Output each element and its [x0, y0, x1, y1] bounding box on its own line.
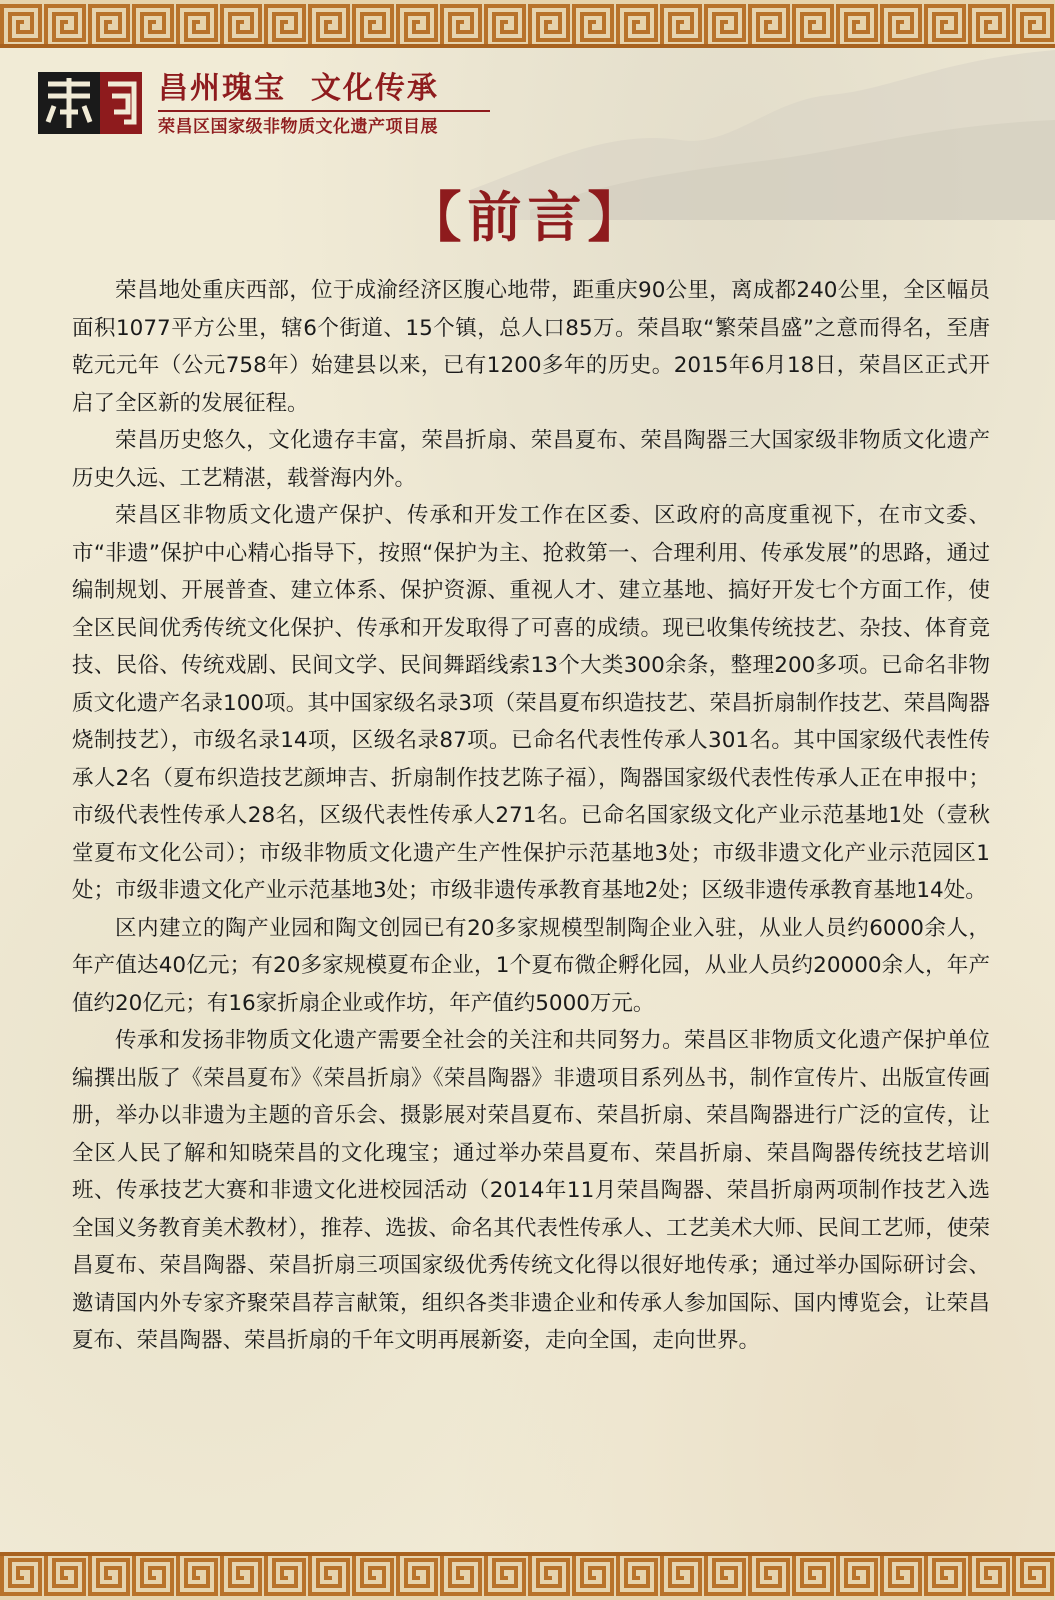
paragraph: 传承和发扬非物质文化遗产需要全社会的关注和共同努力。荣昌区非物质文化遗产保护单位编撰出版了《荣昌夏布》《荣昌折扇》《荣昌陶器》非遗项目系列丛书，制作宣传片、出版宣传画册，举办以非遗为主题的音乐会、摄影展对荣昌夏布、荣昌折扇、荣昌陶器进行广泛的宣传，让全区人民了解和知晓荣昌的文化瑰宝；通过举办荣昌夏布、荣昌折扇、荣昌陶器传统技艺培训班、传承技艺大赛和非遗文化进校园活动（2014年11月荣昌陶器、荣昌折扇两项制作技艺入选全国义务教育美术教材），推荐、选拔、命名其代表性传承人、工艺美术大师、民间工艺师，使荣昌夏布、荣昌陶器、荣昌折扇三项国家级优秀传统文化得以很好地传承；通过举办国际研讨会、邀请国内外专家齐聚荣昌荐言献策，组织各类非遗企业和传承人参加国际、国内博览会，让荣昌夏布、荣昌陶器、荣昌折扇的千年文明再展新姿，走向全国，走向世界。 — [72, 1028, 990, 1353]
logo-icon — [38, 72, 142, 134]
paragraph: 荣昌区非物质文化遗产保护、传承和开发工作在区委、区政府的高度重视下，在市文委、市“非遗”保护中心精心指导下，按照“保护为主、抢救第一、合理利用、传承发展”的思路，通过编制规划、开展普查、建立体系、保护资源、重视人才、建立基地、搞好开发七个方面工作，使全区民间优秀传统文化保护、传承和开发取得了可喜的成绩。现已收集传统技艺、杂技、体育竞技、民俗、传统戏剧、民间文学、民间舞蹈线索13个大类300余条，整理200多项。已命名非物质文化遗产名录100项。其中国家级名录3项（荣昌夏布织造技艺、荣昌折扇制作技艺、荣昌陶器烧制技艺），市级名录14项，区级名录87项。已命名代表性传承人301名。其中国家级代表性传承人2名（夏布织造技艺颜坤吉、折扇制作技艺陈子福），陶器国家级代表性传承人正在申报中；市级代表性传承人28名，区级代表性传承人271名。已命名国家级文化产业示范基地1处（壹秋堂夏布文化公司）；市级非物质文化遗产生产性保护示范基地3处；市级非遗文化产业示范园区1处；市级非遗文化产业示范基地3处；市级非遗传承教育基地2处；区级非遗传承教育基地14处。 — [72, 503, 990, 903]
bottom-border-fretwork — [0, 1552, 1055, 1600]
paragraph: 荣昌历史悠久，文化遗存丰富，荣昌折扇、荣昌夏布、荣昌陶器三大国家级非物质文化遗产历史久远、工艺精湛，载誉海内外。 — [72, 428, 990, 491]
page-title: 【前言】 — [407, 185, 648, 249]
brand-title: 昌州瑰宝 文化传承 — [158, 71, 439, 106]
top-border-fretwork — [0, 0, 1055, 48]
article-body — [72, 272, 990, 1360]
paragraph: 区内建立的陶产业园和陶文创园已有20多家规模型制陶企业入驻，从业人员约6000余人，年产值达40亿元；有20多家规模夏布企业，1个夏布微企孵化园，从业人员约20000余人，年产值约20亿元；有16家折扇企业或作坊，年产值约5000万元。 — [72, 915, 990, 1016]
brand-subtitle: 荣昌区国家级非物质文化遗产项目展 — [158, 117, 438, 137]
brand-divider — [158, 110, 490, 112]
paragraph: 荣昌地处重庆西部，位于成渝经济区腹心地带，距重庆90公里，离成都240公里，全区幅员面积1077平方公里，辖6个街道、15个镇，总人口85万。荣昌取“繁荣昌盛”之意而得名，至唐乾元元年（公元758年）始建县以来，已有1200多年的历史。2015年6月18日，荣昌区正式开启了全区新的发展征程。 — [72, 278, 990, 416]
